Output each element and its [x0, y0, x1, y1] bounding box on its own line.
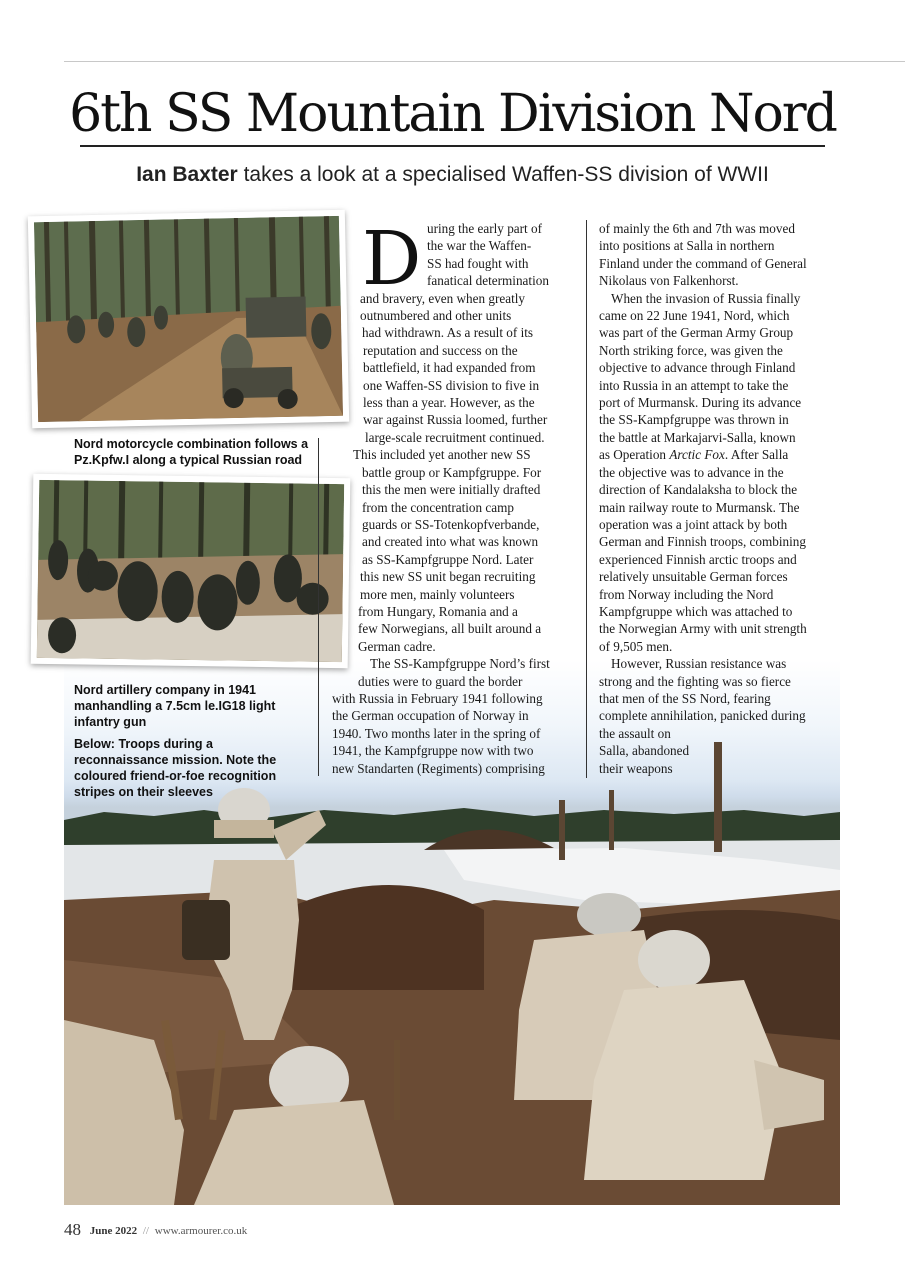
photo1-caption: Nord motorcycle combination follows a Pz.Kpfw.I along a typical Russian road — [74, 437, 309, 467]
body-line: The SS-Kampfgruppe Nord’s first — [370, 656, 550, 672]
body-line: operation was a joint attack by both — [599, 516, 788, 532]
body-line: When the invasion of Russia finally — [611, 290, 801, 306]
body-line: reputation and success on the — [363, 342, 518, 358]
website-link[interactable]: www.armourer.co.uk — [154, 1225, 248, 1237]
body-line: the SS-Kampfgruppe was thrown in — [599, 412, 789, 428]
drop-cap: D — [362, 216, 422, 302]
body-line: Nikolaus von Falkenhorst. — [599, 273, 739, 289]
headline-underline — [80, 145, 825, 147]
below-caption-text: Troops during a reconnaissance mission. Note the coloured friend-or-foe recognition stripes on their sleeves — [74, 737, 277, 799]
body-line: the German occupation of Norway in — [332, 708, 529, 724]
body-line: from Hungary, Romania and a — [358, 603, 518, 619]
top-rule — [64, 61, 905, 62]
body-line: objective to advance through Finland — [599, 360, 796, 376]
body-line: direction of Kandalaksha to block the — [599, 482, 798, 498]
body-line: the Norwegian Army with unit strength — [599, 621, 807, 637]
body-line: more men, mainly volunteers — [360, 586, 515, 602]
body-line: of mainly the 6th and 7th was moved — [599, 221, 795, 236]
body-line: North striking force, was given the — [599, 342, 783, 358]
body-line: Kampfgruppe which was attached to — [599, 603, 793, 619]
body-line: of 9,505 men. — [599, 638, 673, 654]
standfirst — [0, 158, 905, 192]
body-line: experienced Finnish arctic troops and — [599, 551, 797, 567]
body-line: German and Finnish troops, combining — [599, 534, 806, 550]
body-line: had withdrawn. As a result of its — [362, 325, 534, 341]
body-line: port of Murmansk. During its advance — [599, 395, 802, 411]
page-footer — [64, 1220, 247, 1240]
body-line: duties were to guard the border — [358, 673, 523, 689]
body-line: and created into what was known — [362, 534, 539, 550]
issue-date: June 2022 — [89, 1225, 138, 1237]
body-line: one Waffen-SS division to five in — [363, 377, 540, 393]
body-line: this the men were initially drafted — [362, 482, 541, 498]
author-name: Ian Baxter — [136, 163, 238, 186]
footer-separator: // — [142, 1225, 149, 1237]
body-line: relatively unsuitable German forces — [599, 569, 788, 585]
body-line: was part of the German Army Group — [599, 325, 794, 341]
body-line: new Standarten (Regiments) comprising — [332, 760, 545, 776]
body-column-1 — [0, 216, 580, 777]
below-caption-lead: Below: — [74, 737, 115, 751]
body-line: the war the Waffen- — [427, 238, 532, 254]
body-line: and bravery, even when greatly — [360, 290, 526, 306]
body-line: However, Russian resistance was — [611, 656, 787, 672]
body-line: This included yet another new SS — [353, 447, 531, 463]
body-line: strong and the fighting was so fierce — [599, 673, 791, 689]
body-line: less than a year. However, as the — [363, 395, 535, 411]
body-line: from Norway including the Nord — [599, 586, 774, 602]
body-line: 1940. Two months later in the spring of — [332, 725, 541, 741]
body-line: few Norwegians, all built around a — [358, 621, 542, 637]
body-line: guards or SS-Totenkopfverbande, — [362, 516, 540, 532]
body-line: Salla, abandoned — [599, 743, 690, 759]
body-line: into positions at Salla in northern — [599, 238, 775, 254]
body-line: the battle at Markajarvi-Salla, known — [599, 429, 796, 445]
body-line-operation: as Operation Arctic Fox. After Salla — [599, 447, 789, 463]
body-line: that men of the SS Nord, fearing — [599, 690, 771, 706]
body-line: complete annihilation, panicked during — [599, 708, 806, 724]
page-number: 48 — [64, 1220, 81, 1239]
body-line: outnumbered and other units — [360, 308, 512, 324]
operation-name: Arctic Fox — [669, 447, 725, 463]
headline: 6th SS Mountain Division Nord — [69, 84, 836, 144]
column-rule-middle — [586, 220, 587, 778]
body-line: this new SS unit began recruiting — [360, 569, 536, 585]
body-line: fanatical determination — [427, 273, 549, 289]
body-line: German cadre. — [358, 638, 436, 654]
body-line: Finland under the command of General — [599, 255, 807, 271]
body-line: the objective was to advance in the — [599, 464, 784, 480]
body-line: into Russia in an attempt to take the — [599, 377, 789, 393]
body-line: war against Russia loomed, further — [363, 412, 548, 428]
body-line: with Russia in February 1941 following — [332, 690, 543, 706]
body-line: 1941, the Kampfgruppe now with two — [332, 743, 534, 759]
body-line: SS had fought with — [427, 255, 529, 271]
body-column-2 — [599, 220, 849, 777]
body-line: as SS-Kampfgruppe Nord. Later — [362, 551, 534, 567]
body-line: their weapons — [599, 760, 673, 776]
body-line: battle group or Kampfgruppe. For — [362, 464, 542, 480]
body-line: from the concentration camp — [362, 499, 514, 515]
body-line: the assault on — [599, 725, 671, 741]
photo2-caption: Nord artillery company in 1941 manhandling a 7.5cm le.IG18 light infantry gun — [74, 683, 276, 729]
body-line: battlefield, it had expanded from — [363, 360, 536, 376]
standfirst-text: takes a look at a specialised Waffen-SS division of WWII — [237, 163, 769, 186]
body-line: large-scale recruitment continued. — [365, 429, 545, 445]
body-line: uring the early part of — [427, 221, 542, 236]
body-line: came on 22 June 1941, Nord, which — [599, 308, 790, 324]
body-line: main railway route to Murmansk. The — [599, 499, 800, 515]
